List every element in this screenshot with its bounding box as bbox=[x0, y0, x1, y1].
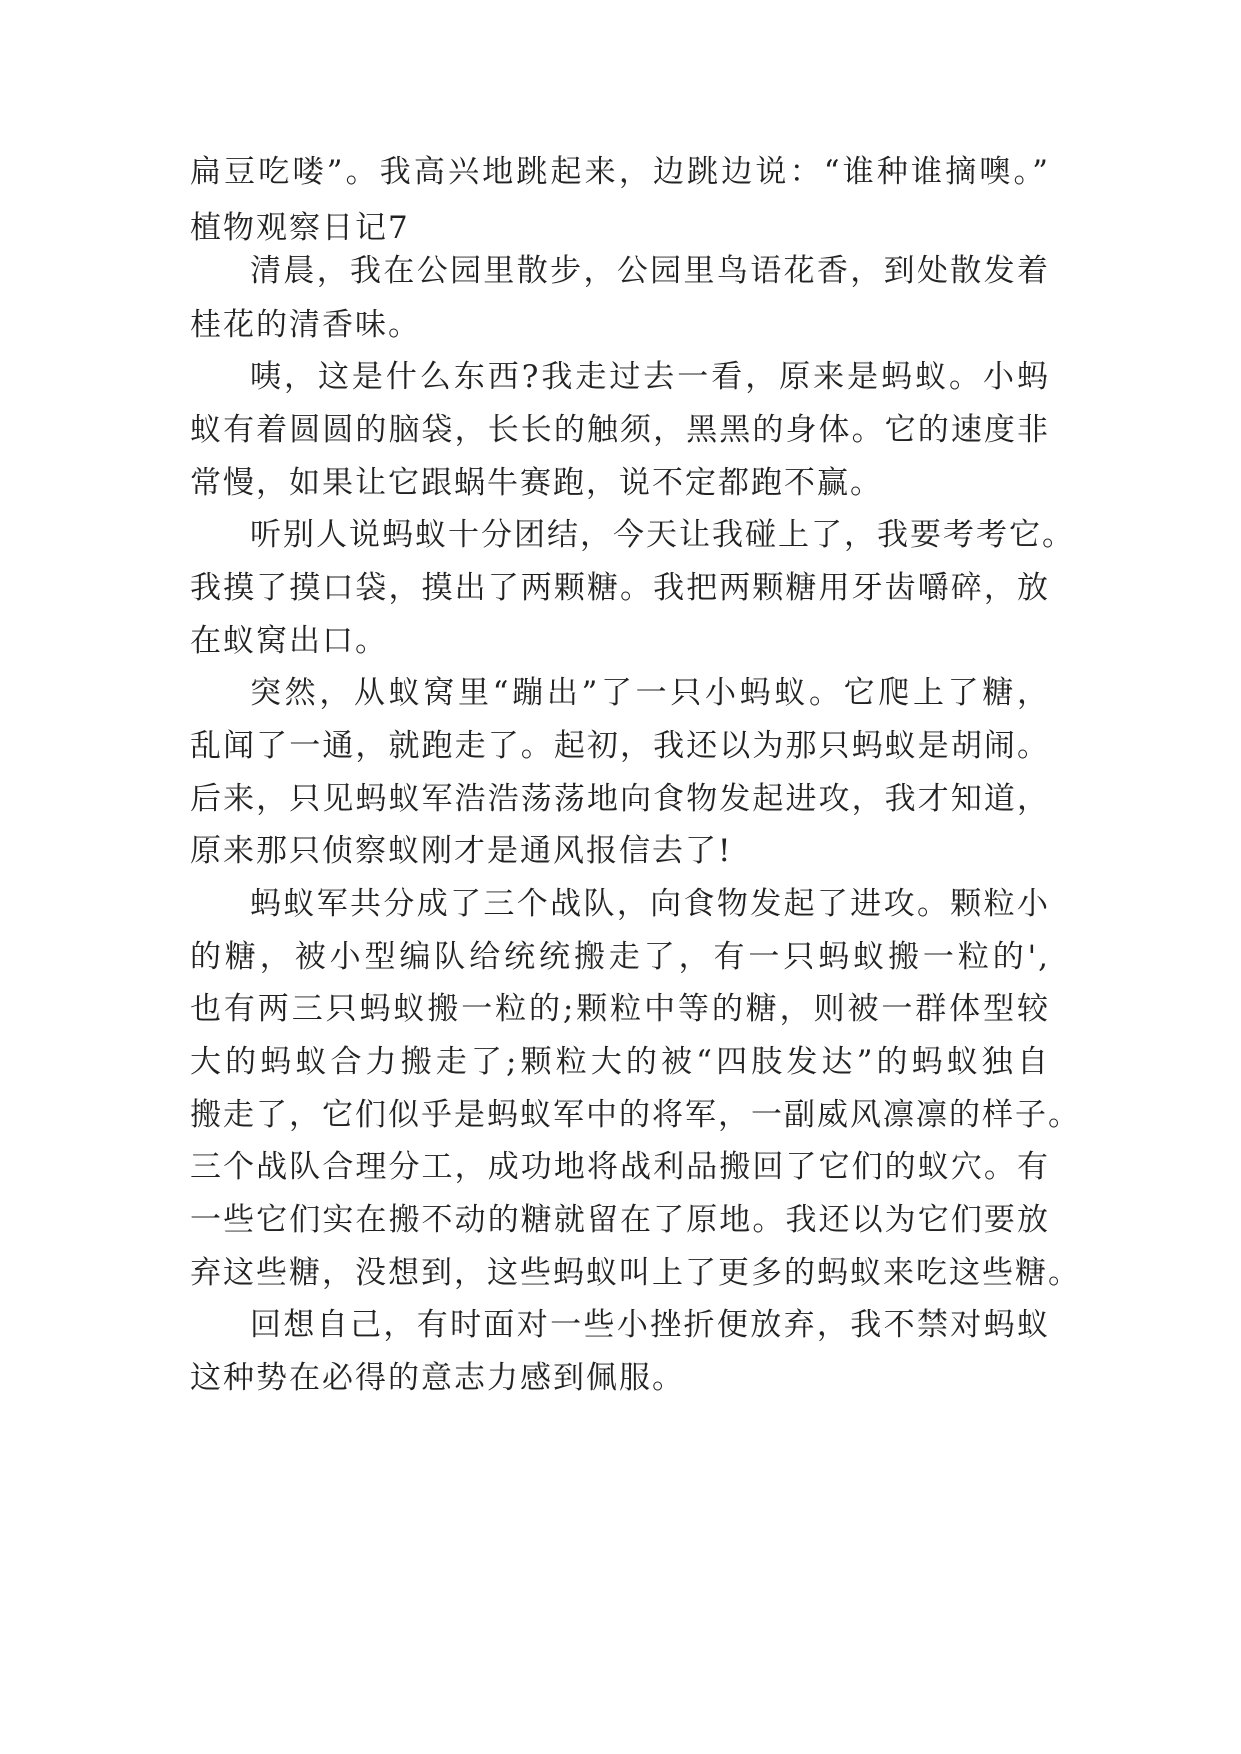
text-line: 突然，从蚁窝里“蹦出”了一只小蚂蚁。它爬上了糖， bbox=[250, 675, 1050, 711]
text-line: 我摸了摸口袋，摸出了两颗糖。我把两颗糖用牙齿嚼碎，放 bbox=[190, 570, 1050, 606]
text-line: 这种势在必得的意志力感到佩服。 bbox=[190, 1360, 685, 1396]
text-line: 原来那只侦察蚁刚才是通风报信去了! bbox=[190, 833, 733, 869]
section-title: 植物观察日记7 bbox=[190, 210, 410, 246]
text-line: 搬走了，它们似乎是蚂蚁军中的将军，一副威风凛凛的样子。 bbox=[190, 1097, 1081, 1133]
text-line: 三个战队合理分工，成功地将战利品搬回了它们的蚁穴。有 bbox=[190, 1149, 1050, 1185]
text-line: 听别人说蚂蚁十分团结，今天让我碰上了，我要考考它。 bbox=[250, 517, 1075, 553]
text-line: 咦，这是什么东西?我走过去一看，原来是蚂蚁。小蚂 bbox=[250, 359, 1050, 395]
text-line: 大的蚂蚁合力搬走了;颗粒大的被“四肢发达”的蚂蚁独自 bbox=[190, 1044, 1050, 1080]
text-line: 蚂蚁军共分成了三个战队，向食物发起了进攻。颗粒小 bbox=[250, 886, 1050, 922]
text-line: 清晨，我在公园里散步，公园里鸟语花香，到处散发着 bbox=[250, 253, 1050, 289]
text-line: 后来，只见蚂蚁军浩浩荡荡地向食物发起进攻，我才知道， bbox=[190, 781, 1050, 817]
text-line: 在蚁窝出口。 bbox=[190, 623, 388, 659]
text-line: 一些它们实在搬不动的糖就留在了原地。我还以为它们要放 bbox=[190, 1202, 1050, 1238]
text-line: 也有两三只蚂蚁搬一粒的;颗粒中等的糖，则被一群体型较 bbox=[190, 991, 1050, 1027]
text-line: 蚁有着圆圆的脑袋，长长的触须，黑黑的身体。它的速度非 bbox=[190, 412, 1050, 448]
text-line: 桂花的清香味。 bbox=[190, 307, 421, 343]
text-line: 的糖，被小型编队给统统搬走了，有一只蚂蚁搬一粒的', bbox=[190, 939, 1050, 975]
text-line: 扁豆吃喽”。我高兴地跳起来，边跳边说：“谁种谁摘噢。” bbox=[190, 154, 1050, 190]
text-line: 回想自己，有时面对一些小挫折便放弃，我不禁对蚂蚁 bbox=[250, 1307, 1050, 1343]
text-line: 乱闻了一通，就跑走了。起初，我还以为那只蚂蚁是胡闹。 bbox=[190, 728, 1050, 764]
text-line: 常慢，如果让它跟蜗牛赛跑，说不定都跑不赢。 bbox=[190, 465, 883, 501]
text-line: 弃这些糖，没想到，这些蚂蚁叫上了更多的蚂蚁来吃这些糖。 bbox=[190, 1255, 1081, 1291]
